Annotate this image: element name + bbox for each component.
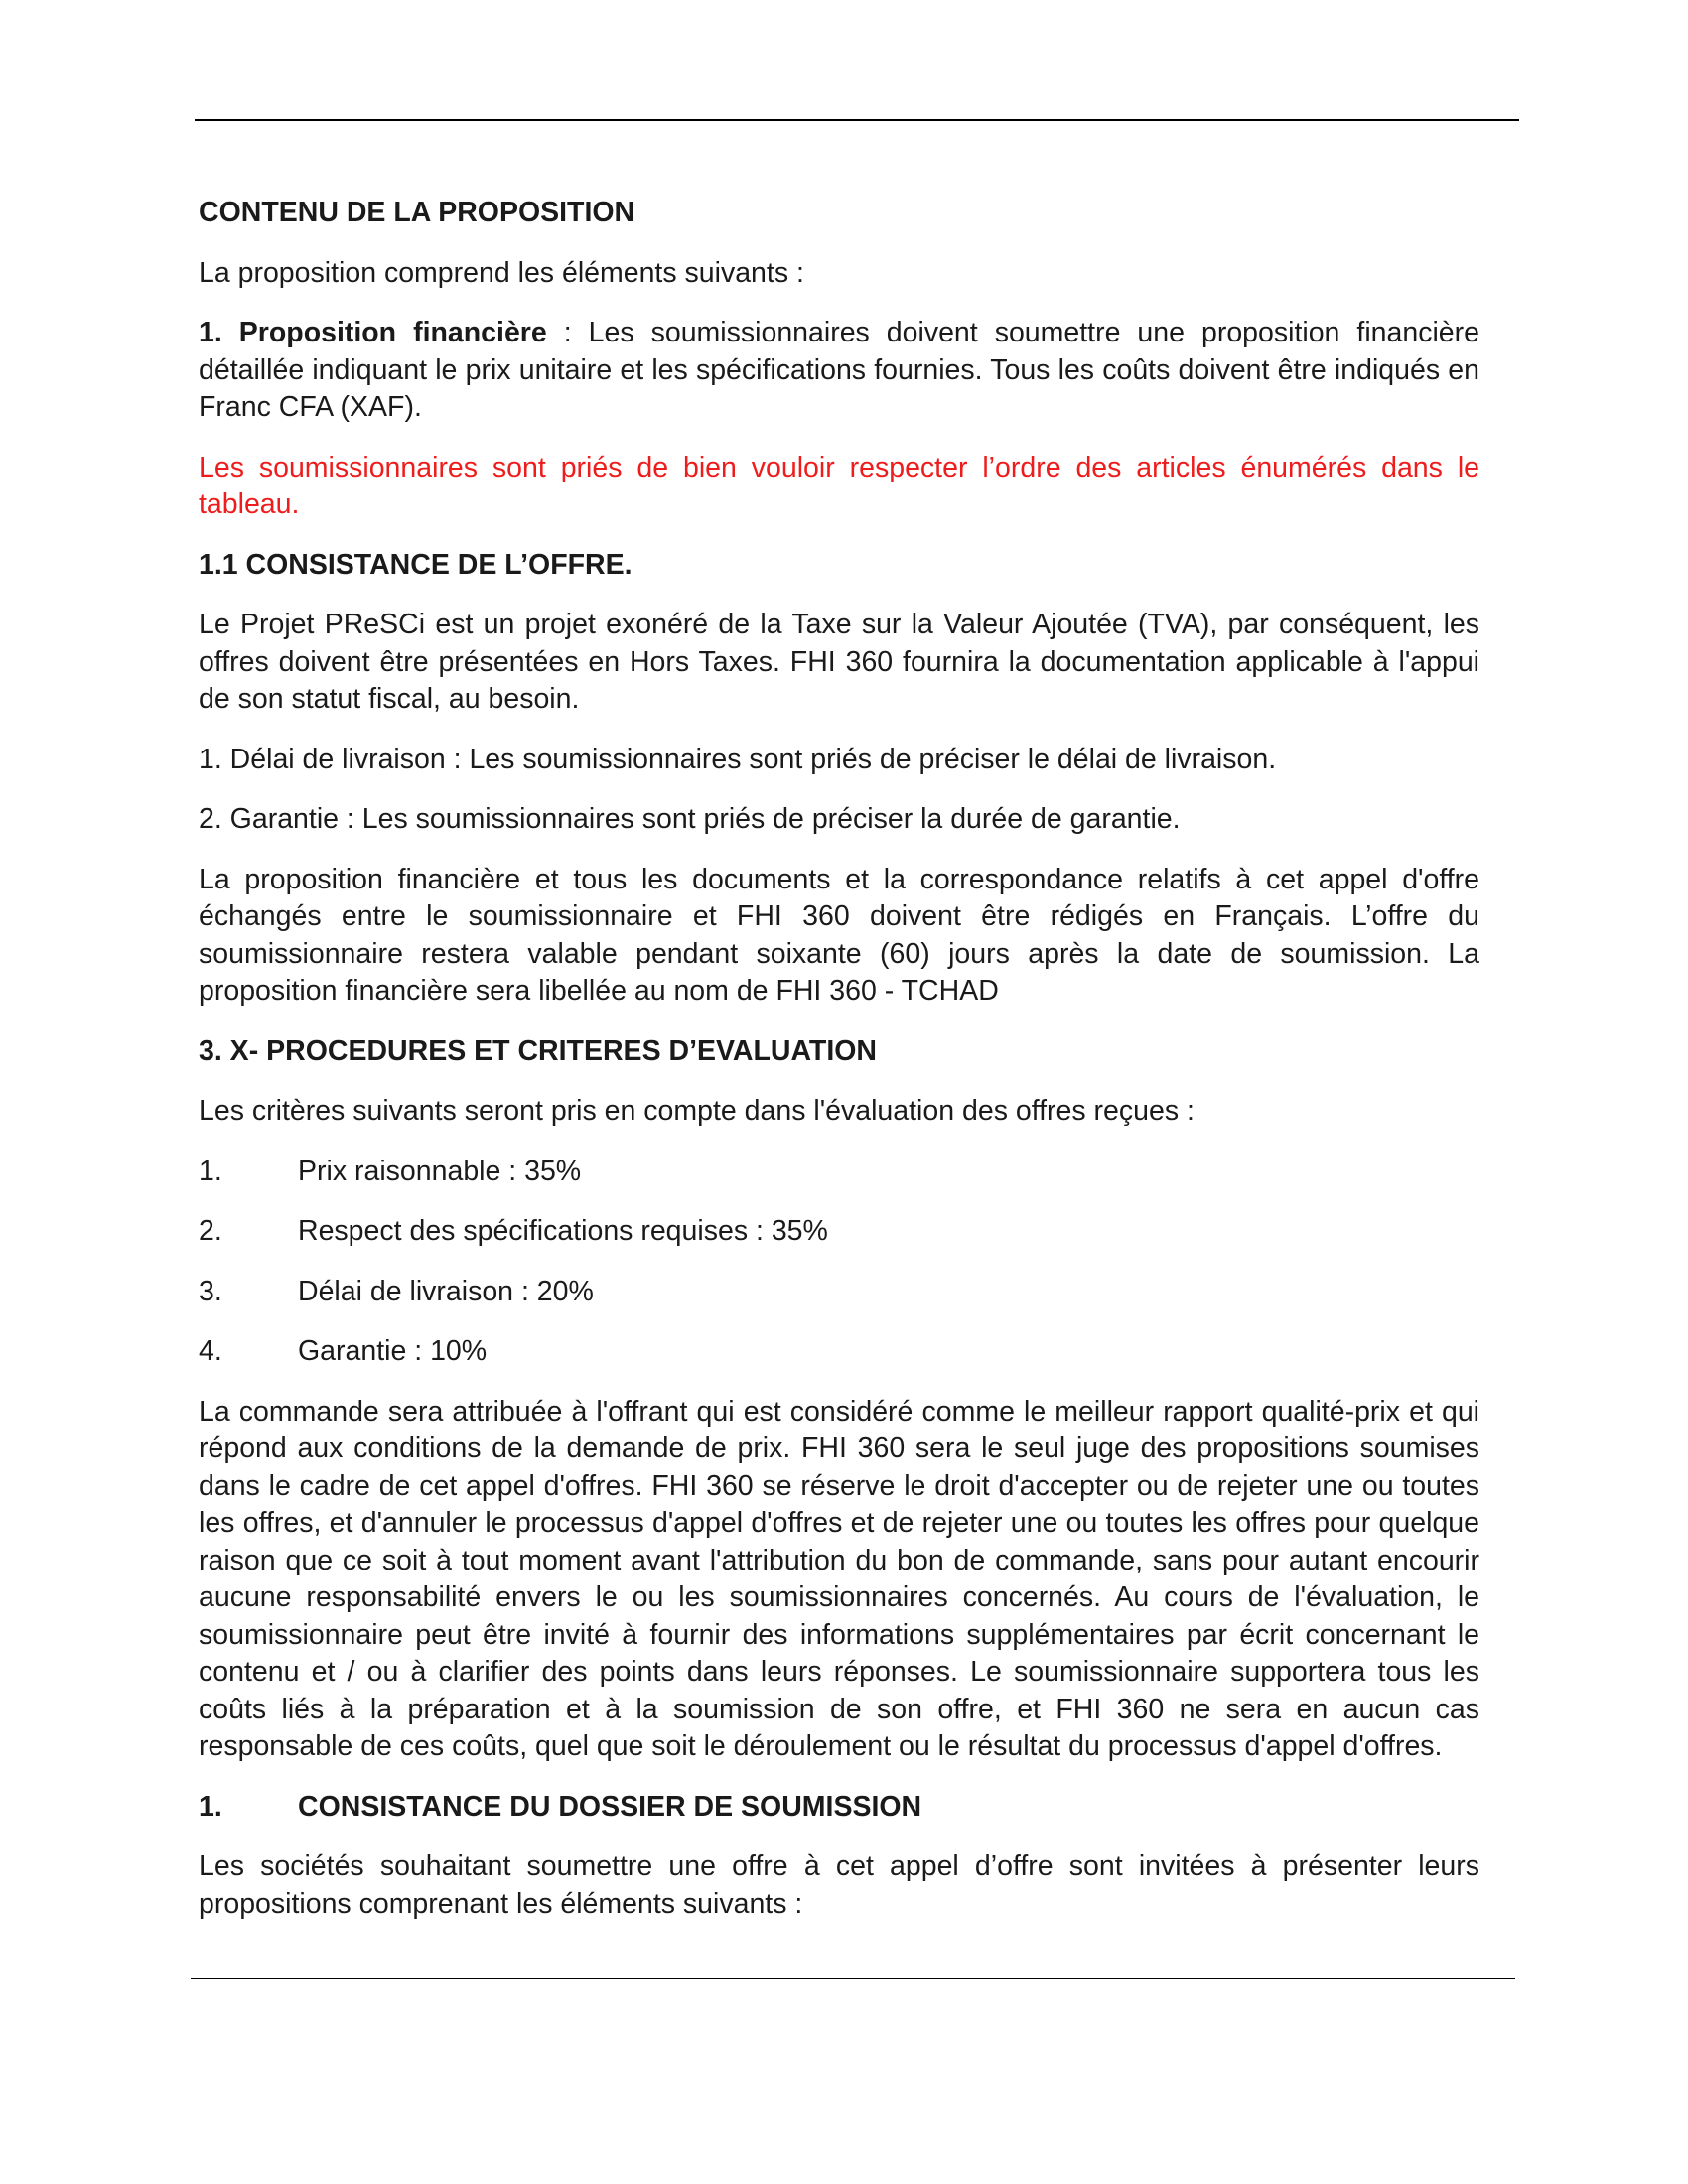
criteria-number: 3. [199, 1275, 222, 1307]
header-rule [195, 119, 1519, 121]
criteria-number: 2. [199, 1215, 222, 1247]
heading-consistance-dossier [199, 1789, 1479, 1827]
criteria-text: Prix raisonnable : 35% [298, 1155, 582, 1187]
tva-paragraph: Le Projet PReSCi est un projet exonéré de la Taxe sur la Valeur Ajoutée (TVA), par conséquent, les offres doivent être présentées en Hors Taxes. FHI 360 fournira la documentation applicable à l'appui de son statut fiscal, au besoin. [199, 609, 1479, 715]
heading-consistance-offre: 1.1 CONSISTANCE DE L’OFFRE. [199, 548, 633, 581]
footer-rule [191, 1978, 1515, 1979]
language-validity-paragraph: La proposition financière et tous les documents et la correspondance relatifs à cet appel d'offre échangés entre le soumissionnaire et FHI 360 doivent être rédigés en Français. L’offre du soumissionnaire restera valable pendant soixante (60) jours après la date de soumission. La proposition financière sera libellée au nom de FHI 360 - TCHAD [199, 863, 1479, 1007]
final-paragraph: Les sociétés souhaitant soumettre une offre à cet appel d’offre sont invitées à présenter leurs propositions comprenant les éléments suivants : [199, 1850, 1479, 1920]
delivery-time-item: 1. Délai de livraison : Les soumissionnaires sont priés de préciser le délai de livraison. [199, 743, 1277, 775]
heading-contenu-proposition: CONTENU DE LA PROPOSITION [199, 197, 635, 228]
criteria-item [199, 1154, 1479, 1191]
criteria-item [199, 1213, 1479, 1251]
intro-paragraph: La proposition comprend les éléments suivants : [199, 256, 804, 289]
document-body [199, 195, 1479, 1946]
criteria-number: 4. [199, 1335, 222, 1367]
criteria-text: Garantie : 10% [298, 1335, 488, 1367]
financial-proposal-label: 1. Proposition financière [199, 317, 547, 348]
criteria-text: Délai de livraison : 20% [298, 1275, 594, 1307]
red-instruction-note: Les soumissionnaires sont priés de bien vouloir respecter l’ordre des articles énumérés dans le tableau. [199, 451, 1479, 520]
criteria-number: 1. [199, 1155, 222, 1187]
heading-procedures-criteres: 3. X- PROCEDURES ET CRITERES D’EVALUATION [199, 1034, 878, 1067]
criteria-text: Respect des spécifications requises : 35% [298, 1215, 828, 1247]
heading-dossier-text: CONSISTANCE DU DOSSIER DE SOUMISSION [298, 1790, 922, 1823]
criteria-intro: Les critères suivants seront pris en compte dans l'évaluation des offres reçues : [199, 1095, 1195, 1127]
financial-proposal-paragraph [199, 315, 1479, 427]
financial-proposal-text: : Les soumissionnaires doivent soumettre une proposition financière détaillée indiquant le prix unitaire et les spécifications fournies. Tous les coûts doivent être indiqués en Franc CFA (XAF). [199, 317, 1479, 423]
criteria-item [199, 1333, 1479, 1371]
award-paragraph: La commande sera attribuée à l'offrant qui est considéré comme le meilleur rapport qualité-prix et qui répond aux conditions de la demande de prix. FHI 360 sera le seul juge des propositions soumises dans le cadre de cet appel d'offres. FHI 360 se réserve le droit d'accepter ou de rejeter une ou toutes les offres, et d'annuler le processus d'appel d'offres et de rejeter une ou toutes les offres pour quelque raison que ce soit à tout moment avant l'attribution du bon de commande, sans pour autant encourir aucune responsabilité envers le ou les soumissionnaires concernés. Au cours de l'évaluation, le soumissionnaire peut être invité à fournir des informations supplémentaires par écrit concernant le contenu et / ou à clarifier des points dans leurs réponses. Le soumissionnaire supportera tous les coûts liés à la préparation et à la soumission de son offre, et FHI 360 ne sera en aucun cas responsable de ces coûts, quel que soit le déroulement ou le résultat du processus d'appel d'offres. [199, 1395, 1479, 1762]
warranty-item: 2. Garantie : Les soumissionnaires sont priés de préciser la durée de garantie. [199, 803, 1181, 835]
heading-dossier-number: 1. [199, 1790, 222, 1823]
criteria-item [199, 1274, 1479, 1311]
